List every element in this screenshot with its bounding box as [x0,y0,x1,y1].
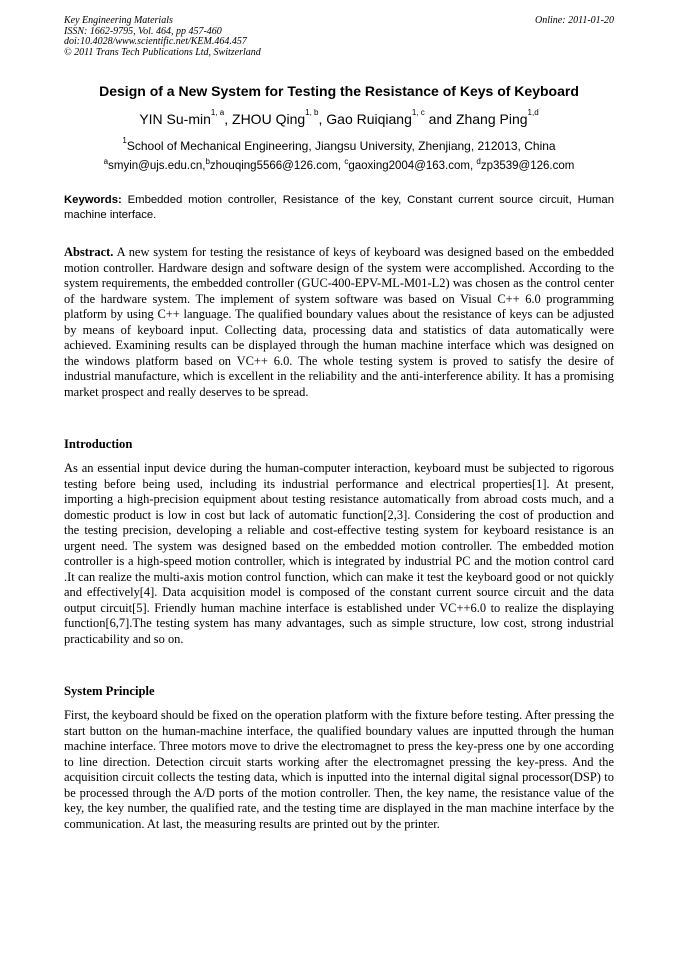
introduction-text: As an essential input device during the human-computer interaction, keyboard must be subjected to rigorous testing before being used, including its industrial performance and electrical properties[1]. At present, importing a high-precision equipment about testing resistance automatically from abroad costs much, and a domestic product is low in cost but lack of automatic function[2,3]. Considering the cost of production and the testing precision, developing a reliable and cost-effective testing system for keyboard resistance is an urgent need. The system was designed based on the embedded motion controller. The embedded motion controller is a high-speed motion controller, which is integrated by industrial PC and the motion control card .It can realize the multi-axis motion control function, which can make it test the keyboard good or not quickly and effectively[4]. Data acquisition model is composed of the constant current source circuit and the data output circuit[5]. Friendly human machine interface is established under VC++6.0 to realize the displaying function[6,7].The testing system has many advantages, such as simple structure, low cost, strong industrial practicability and so on. [64,461,614,646]
copyright-line: © 2011 Trans Tech Publications Ltd, Switzerland [64,46,261,58]
author-name: YIN Su-min [139,111,211,127]
email-address: gaoxing2004@163.com, [348,160,477,172]
email-sup: a [103,157,109,166]
journal-name: Key Engineering Materials [64,15,173,26]
abstract-block [64,245,614,400]
introduction-heading: Introduction [64,437,133,451]
author-sep: and [424,111,456,127]
online-date: Online: 2011-01-20 [535,15,614,26]
journal-header [64,16,614,58]
author-name: ZHOU Qing [232,111,306,127]
author-sup: 1, b [305,108,319,117]
abstract-label: Abstract. [64,245,114,259]
email-address: smyin@ujs.edu.cn, [108,160,206,172]
doi-line: doi:10.4028/www.scientific.net/KEM.464.457 [64,36,247,47]
email-line [30,157,648,172]
system-principle-text: First, the keyboard should be fixed on the operation platform with the fixture before testing. After pressing the start button on the human-machine interface, the qualified boundary values are inputted through the human machine interface. Three motors move to drive the electromagnet to press the key-press one by one according to line direction. Detection circuit starts working after the electromagnet pressing the key-press. And the acquisition circuit collects the testing data, which is inputted into the internal digital signal processor(DSP) to be processed through the A/D ports of the motion controller. Then, the key name, the resistance value of the key, the key number, the qualified rate, and the testing time are displayed in the man machine interface by the communication. At last, the measuring results are printed out by the printer. [64,708,614,831]
author-sep: , [318,111,327,127]
issn-line: ISSN: 1662-9795, Vol. 464, pp 457-460 [64,25,222,37]
author-sup: 1, a [210,108,225,117]
paper-title: Design of a New System for Testing the Resistance of Keys of Keyboard [99,83,579,99]
keywords-block [64,193,614,223]
journal-info [64,16,261,58]
keywords-text: Embedded motion controller, Resistance of the key, Constant current source circuit, Human machine interface. [64,194,614,221]
email-sup: d [476,157,481,166]
email-address: zhouqing5566@126.com, [209,160,345,172]
author-name: Zhang Ping [455,111,528,127]
author-sep: , [224,111,233,127]
affiliation-text: School of Mechanical Engineering, Jiangsu University, Zhenjiang, 212013, China [126,139,556,153]
affiliation [40,136,638,153]
affiliation-sup: 1 [122,136,127,145]
email-sup: c [344,157,349,166]
author-name: Gao Ruiqiang [326,111,412,127]
abstract-text: A new system for testing the resistance of keys of keyboard was designed based on the embedded motion controller. Hardware design and software design of the system were accomplished. According to the system requirements, the embedded controller (GUC-400-EPV-ML-M01-L2) was chosen as the control center of the hardware system. The implement of system software was based on Visual C++ 6.0 programming platform by using C++ language. The qualified boundary values about the resistance of keys can be adjusted by means of keyboard input. Collecting data, processing data and statistics of data automatically were achieved. Examining results can be displayed through the human machine interface which was designed on the windows platform based on VC++ 6.0. The whole testing system is proved to satisfy the desire of industrial manufacture, which is excellent in the reliability and the anti-interference ability. It has a promising market prospect and really deserves to be spread. [64,245,614,399]
author-line [40,108,638,127]
system-principle-heading: System Principle [64,684,155,698]
email-sup: b [205,157,210,166]
author-sup: 1,d [527,108,539,117]
email-address: zp3539@126.com [480,160,575,172]
keywords-label: Keywords: [64,194,122,206]
author-sup: 1, c [411,108,425,117]
